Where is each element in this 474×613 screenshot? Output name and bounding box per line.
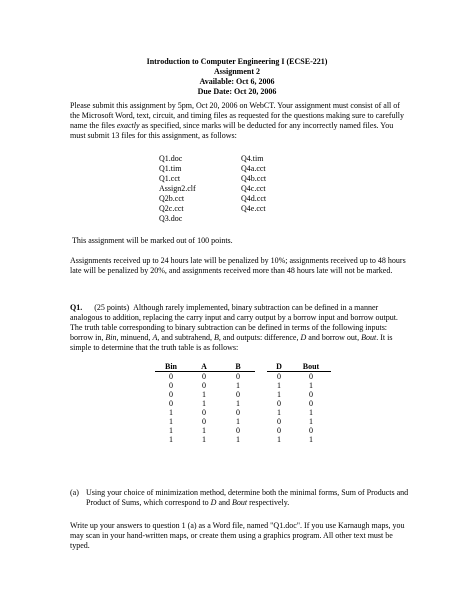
table-cell: 1 <box>277 390 281 399</box>
table-cell: 0 <box>202 381 206 390</box>
file-name: Q4b.cct <box>241 174 267 183</box>
column-separator <box>255 381 267 390</box>
table-cell: 1 <box>169 417 173 426</box>
file-list-column-2 <box>241 154 311 214</box>
column-header: D <box>267 362 291 372</box>
table-cell: 0 <box>202 408 206 417</box>
course-title: Introduction to Computer Engineering I (ECSE-221) <box>146 57 328 66</box>
column-separator <box>255 417 267 426</box>
subquestion-text: Using your choice of minimization method, determine both the minimal forms, Sum of Products and Product of Sums, which correspond to D and Bout respectively. <box>86 488 409 507</box>
table-row <box>155 426 331 435</box>
table-row <box>155 399 331 408</box>
file-list-column-1 <box>159 154 229 224</box>
file-name: Q4d.cct <box>241 194 267 203</box>
emphasis-exactly: exactly <box>116 121 140 130</box>
intro-paragraph: Please submit this assignment by 5pm, Oct 20, 2006 on WebCT. Your assignment must consist of all of the Microsoft Word, text, circuit, and timing files as requested for the questions making sure to carefully name the files exactly as specified, since marks will be deducted for any incorrectly named files. You must submit 13 files for this assignment, as follows: <box>70 101 405 140</box>
table-row <box>155 390 331 399</box>
truth-table-header <box>155 362 331 372</box>
table-cell: 1 <box>202 399 206 408</box>
file-name: Q4a.cct <box>241 164 266 173</box>
table-cell: 0 <box>309 372 313 381</box>
table-cell: 1 <box>309 417 313 426</box>
table-cell: 1 <box>236 417 240 426</box>
file-name: Q2b.cct <box>159 194 185 203</box>
table-row <box>155 408 331 417</box>
table-cell: 0 <box>236 372 240 381</box>
table-cell: 0 <box>236 426 240 435</box>
table-cell: 1 <box>236 435 240 444</box>
question-points: (25 points) <box>94 303 130 312</box>
file-name: Assign2.clf <box>159 184 196 193</box>
available-date: Available: Oct 6, 2006 <box>199 77 275 86</box>
table-cell: 1 <box>309 435 313 444</box>
table-cell: 0 <box>169 372 173 381</box>
column-header: Bout <box>291 362 331 372</box>
table-row <box>155 417 331 426</box>
file-name: Q4e.cct <box>241 204 266 213</box>
subquestion-label: (a) <box>70 488 79 497</box>
table-cell: 1 <box>169 408 173 417</box>
table-cell: 1 <box>277 381 281 390</box>
table-cell: 0 <box>277 417 281 426</box>
table-cell: 0 <box>309 426 313 435</box>
table-cell: 0 <box>202 372 206 381</box>
table-cell: 0 <box>236 390 240 399</box>
table-cell: 0 <box>309 390 313 399</box>
file-name: Q2c.cct <box>159 204 184 213</box>
table-cell: 1 <box>236 381 240 390</box>
document-header <box>0 57 474 97</box>
writeup-instructions: Write up your answers to question 1 (a) as a Word file, named "Q1.doc". If you use Karnaugh maps, you may scan in your hand-written maps, or create them using a graphics program. All other text must be typed. <box>70 521 405 550</box>
table-cell: 1 <box>169 426 173 435</box>
table-cell: 1 <box>202 426 206 435</box>
file-name: Q1.doc <box>159 154 183 163</box>
column-separator <box>255 399 267 408</box>
late-policy: Assignments received up to 24 hours late will be penalized by 10%; assignments received up to 48 hours late will be penalized by 20%, and assignments received more than 48 hours late will not be marked. <box>70 256 406 275</box>
file-name: Q3.doc <box>159 214 183 223</box>
table-cell: 0 <box>236 408 240 417</box>
column-separator <box>255 362 267 372</box>
truth-table <box>155 362 331 444</box>
column-separator <box>255 426 267 435</box>
marks-note: This assignment will be marked out of 100 points. <box>72 236 233 245</box>
table-cell: 0 <box>277 372 281 381</box>
table-cell: 1 <box>277 435 281 444</box>
table-cell: 0 <box>169 390 173 399</box>
question-1: Q1. (25 points) Although rarely implemented, binary subtraction can be defined in a manner analogous to addition, replacing the carry input and carry output by a borrow input and borrow output. The truth table corresponding to binary subtraction can be defined in terms of the following inputs: borrow in, Bin, minuend, A, and subtrahend, B, and outputs: difference, D and borrow out, Bout. It is simple to determine that the truth table is as follows: <box>70 303 398 352</box>
table-cell: 0 <box>277 399 281 408</box>
file-name: Q1.cct <box>159 174 181 183</box>
table-row <box>155 435 331 444</box>
table-cell: 1 <box>202 435 206 444</box>
file-name: Q4c.cct <box>241 184 266 193</box>
column-header: B <box>221 362 255 372</box>
column-separator <box>255 372 267 382</box>
table-cell: 0 <box>277 426 281 435</box>
column-header: A <box>187 362 221 372</box>
table-row <box>155 381 331 390</box>
table-cell: 1 <box>309 408 313 417</box>
table-cell: 1 <box>236 399 240 408</box>
assignment-title: Assignment 2 <box>213 67 260 76</box>
column-separator <box>255 390 267 399</box>
column-separator <box>255 435 267 444</box>
table-cell: 0 <box>169 399 173 408</box>
column-header: Bin <box>155 362 187 372</box>
question-label: Q1. <box>70 303 83 312</box>
table-row <box>155 372 331 382</box>
table-cell: 1 <box>277 408 281 417</box>
due-date: Due Date: Oct 20, 2006 <box>197 87 277 96</box>
table-cell: 1 <box>309 381 313 390</box>
table-cell: 0 <box>169 381 173 390</box>
column-separator <box>255 408 267 417</box>
table-cell: 0 <box>202 417 206 426</box>
table-cell: 1 <box>202 390 206 399</box>
table-cell: 1 <box>169 435 173 444</box>
question-1a <box>70 488 415 508</box>
table-cell: 0 <box>309 399 313 408</box>
file-name: Q1.tim <box>159 164 182 173</box>
file-name: Q4.tim <box>241 154 264 163</box>
